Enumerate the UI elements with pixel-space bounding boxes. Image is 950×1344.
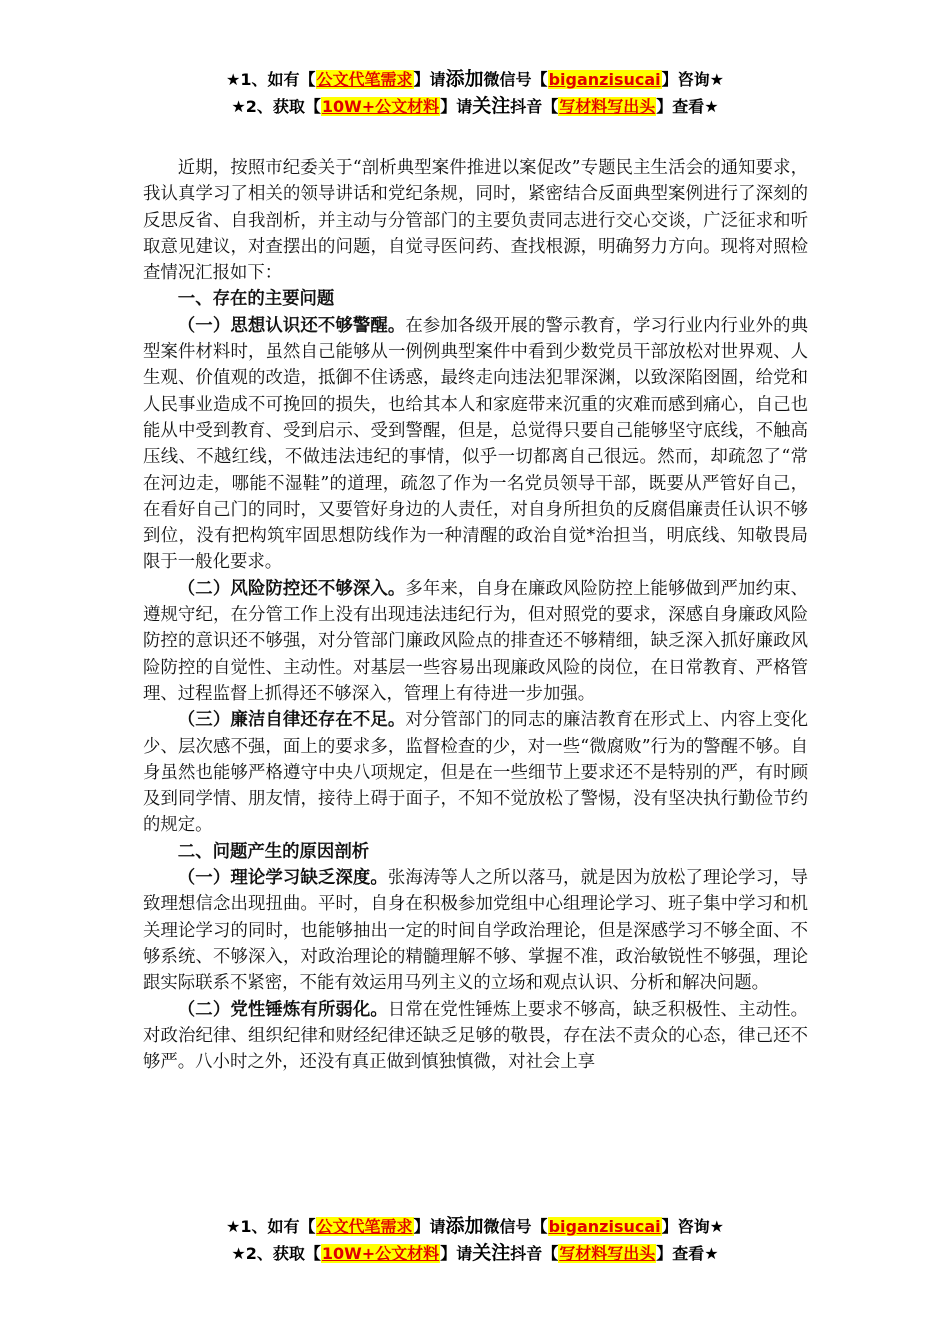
banner-line-1: ★1、如有【公文代笔需求】请添加微信号【biganzisucai】咨询★ <box>226 68 724 90</box>
document-body <box>143 155 808 1075</box>
paragraph-title: （一）思想认识还不够警醒。 <box>177 315 406 336</box>
banner-line-2: ★2、获取【10W+公文材料】请关注抖音【写材料写出头】查看★ <box>231 95 719 117</box>
section-heading-2: 二、问题产生的原因剖析 <box>177 841 370 862</box>
paragraph-2-2: （二）党性锤炼有所弱化。日常在党性锤炼上要求不够高，缺乏积极性、主动性。对政治纪律、组织纪律和财经纪律还缺乏足够的敬畏，存在法不责众的心态，律己还不够严。八小时之外，还没有真正做到慎独慎微，对社会上享 <box>143 999 808 1073</box>
highlight-wechat-id: biganzisucai <box>548 70 661 89</box>
paragraph-title: （三）廉洁自律还存在不足。 <box>177 710 406 731</box>
paragraph-1-3: （三）廉洁自律还存在不足。对分管部门的同志的廉洁教育在形式上、内容上变化少、层次感不强，面上的要求多，监督检查的少，对一些“微腐败”行为的警醒不够。自身虽然也能够严格遵守中央八项规定，但是在一些细节上要求还不是特别的严，有时顾及到同学情、朋友情，接待上碍于面子，不知不觉放松了警惕，没有坚决执行勤俭节约的规定。 <box>143 710 808 836</box>
highlight-wechat-id: biganzisucai <box>548 1217 661 1236</box>
section-heading-1: 一、存在的主要问题 <box>177 289 335 310</box>
highlight-service: 公文代笔需求 <box>316 1217 413 1236</box>
header-banner <box>0 66 950 120</box>
paragraph-1-2: （二）风险防控还不够深入。多年来，自身在廉政风险防控上能够做到严加约束、遵规守纪，在分管工作上没有出现违法违纪行为，但对照党的要求，深感自身廉政风险防控的意识还不够强，对分管部门廉政风险点的排查还不够精细，缺乏深入抓好廉政风险防控的自觉性、主动性。对基层一些容易出现廉政风险的岗位，在日常教育、严格管理、过程监督上抓得还不够深入，管理上有待进一步加强。 <box>143 578 808 704</box>
banner-line-1: ★1、如有【公文代笔需求】请添加微信号【biganzisucai】咨询★ <box>226 1215 724 1237</box>
highlight-materials: 10W+公文材料 <box>321 1244 440 1263</box>
highlight-douyin-account: 写材料写出头 <box>559 97 656 116</box>
paragraph-title: （二）党性锤炼有所弱化。 <box>177 999 388 1020</box>
paragraph-1-1: （一）思想认识还不够警醒。在参加各级开展的警示教育，学习行业内行业外的典型案件材料时，虽然自己能够从一例例典型案件中看到少数党员干部放松对世界观、人生观、价值观的改造，抵御不住诱惑，最终走向违法犯罪深渊，以致深陷囹圄，给党和人民事业造成不可挽回的损失，也给其本人和家庭带来沉重的灾难而感到痛心，自己也能从中受到教育、受到启示、受到警醒，但是，总觉得只要自己能够坚守底线，不触高压线、不越红线，不做违法违纪的事情，似乎一切都离自己很远。然而，却疏忽了“常在河边走，哪能不湿鞋”的道理，疏忽了作为一名党员领导干部，既要从严管好自己，在看好自己门的同时，又要管好身边的人责任，对自身所担负的反腐倡廉责任认识不够到位，没有把构筑牢固思想防线作为一种清醒的政治自觉*治担当，明底线、知敬畏局限于一般化要求。 <box>143 315 808 573</box>
paragraph-2-1: （一）理论学习缺乏深度。张海涛等人之所以落马，就是因为放松了理论学习，导致理想信念出现扭曲。平时，自身在积极参加党组中心组理论学习、班子集中学习和机关理论学习的同时，也能够抽出一定的时间自学政治理论，但是深感学习不够全面、不够系统、不够深入，对政治理论的精髓理解不够、掌握不准，政治敏锐性不够强，理论跟实际联系不紧密，不能有效运用马列主义的立场和观点认识、分析和解决问题。 <box>143 868 808 994</box>
footer-banner <box>0 1213 950 1267</box>
banner-line-2: ★2、获取【10W+公文材料】请关注抖音【写材料写出头】查看★ <box>231 1242 719 1264</box>
highlight-materials: 10W+公文材料 <box>321 97 440 116</box>
highlight-douyin-account: 写材料写出头 <box>559 1244 656 1263</box>
paragraph-title: （一）理论学习缺乏深度。 <box>177 868 388 889</box>
intro-paragraph: 近期，按照市纪委关于“剖析典型案件推进以案促改”专题民主生活会的通知要求，我认真学习了相关的领导讲话和党纪条规，同时，紧密结合反面典型案例进行了深刻的反思反省、自我剖析，并主动与分管部门的主要负责同志进行交心交谈，广泛征求和听取意见建议，对查摆出的问题，自觉寻医问药、查找根源，明确努力方向。现将对照检查情况汇报如下： <box>143 158 808 284</box>
paragraph-title: （二）风险防控还不够深入。 <box>177 578 406 599</box>
highlight-service: 公文代笔需求 <box>316 70 413 89</box>
